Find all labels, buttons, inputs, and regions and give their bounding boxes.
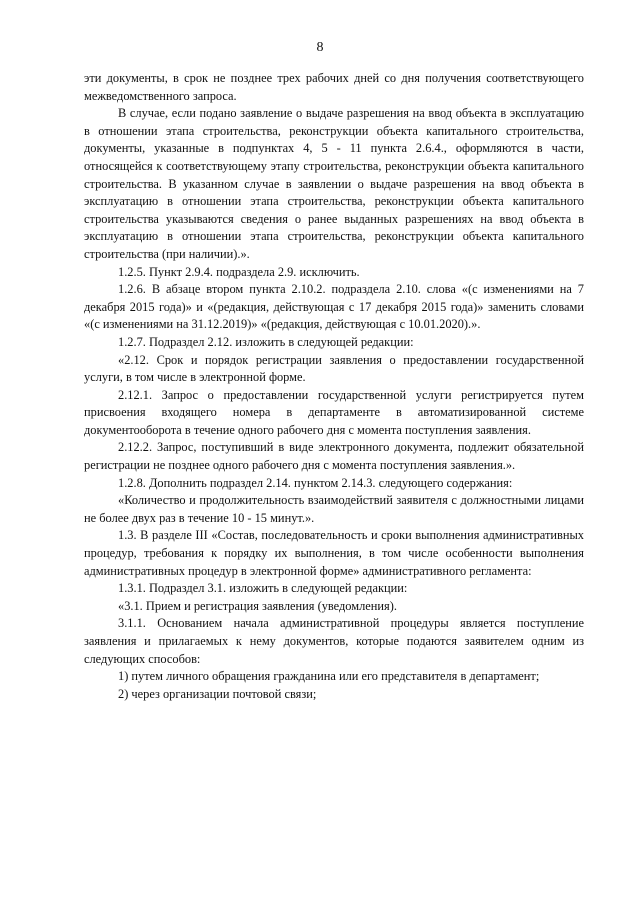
paragraph: 2) через организации почтовой связи; — [118, 686, 317, 701]
paragraph: 2.12.1. Запрос о предоставлении государственной услуги регистрируется путем присвоения входящего номера в департаменте в автоматизированной системе документооборота в течение одного рабочего дня с момента поступления заявления. — [84, 387, 584, 437]
paragraph: 1.3.1. Подраздел 3.1. изложить в следующей редакции: — [118, 581, 408, 596]
paragraph: 3.1.1. Основанием начала административной процедуры является поступление заявления и прилагаемых к нему документов, которые подаются заявителем одним из следующих способов: — [84, 616, 584, 666]
page-number: 8 — [316, 40, 324, 55]
paragraph: 1.3. В разделе III «Состав, последовательность и сроки выполнения административных процедур, требования к порядку их выполнения, в том числе особенности выполнения административных процедур в электронной форме» административного регламента: — [84, 528, 584, 578]
paragraph: 1.2.7. Подраздел 2.12. изложить в следующей редакции: — [118, 334, 414, 349]
paragraph: 1.2.5. Пункт 2.9.4. подраздела 2.9. исключить. — [118, 264, 360, 279]
paragraph: эти документы, в срок не позднее трех рабочих дней со дня получения соответствующего межведомственного запроса. — [84, 71, 584, 103]
paragraph: «2.12. Срок и порядок регистрации заявления о предоставлении государственной услуги, в том числе в электронной форме. — [84, 352, 584, 385]
paragraph: 1.2.8. Дополнить подраздел 2.14. пунктом 2.14.3. следующего содержания: — [118, 475, 513, 490]
paragraph: «Количество и продолжительность взаимодействий заявителя с должностными лицами не более двух раз в течение 10 - 15 минут.». — [84, 493, 584, 525]
paragraph: В случае, если подано заявление о выдаче разрешения на ввод объекта в эксплуатацию в отношении этапа строительства, реконструкции объекта капитального строительства, документы, указанные в подпунктах 4, 5 - 11 пункта 2.6.4., оформляются в части, относящейся к соответствующему этапу строительства, реконструкции объекта капитального строительства. В указанном случае в заявлении о выдаче разрешения на ввод объекта в эксплуатацию в отношении этапа строительства, реконструкции объекта капитального строительства указываются сведения о ранее выданных разрешениях на ввод объекта в эксплуатацию в отношении этапа строительства, реконструкции объекта капитального строительства (при наличии).». — [84, 106, 584, 261]
paragraph: 2.12.2. Запрос, поступивший в виде электронного документа, подлежит обязательной регистрации не позднее одного рабочего дня с момента поступления заявления.». — [84, 440, 584, 473]
paragraph: 1.2.6. В абзаце втором пункта 2.10.2. подраздела 2.10. слова «(с изменениями на 7 декабря 2015 года)» и «(редакция, действующая с 17 декабря 2015 года)» заменить словами «(с изменениями на 31.12.2019)» «(редакция, действующая с 10.01.2020).». — [84, 282, 584, 332]
document-body — [84, 70, 584, 703]
paragraph: 1) путем личного обращения гражданина или его представителя в департамент; — [118, 669, 540, 684]
paragraph: «3.1. Прием и регистрация заявления (уведомления). — [118, 598, 397, 613]
